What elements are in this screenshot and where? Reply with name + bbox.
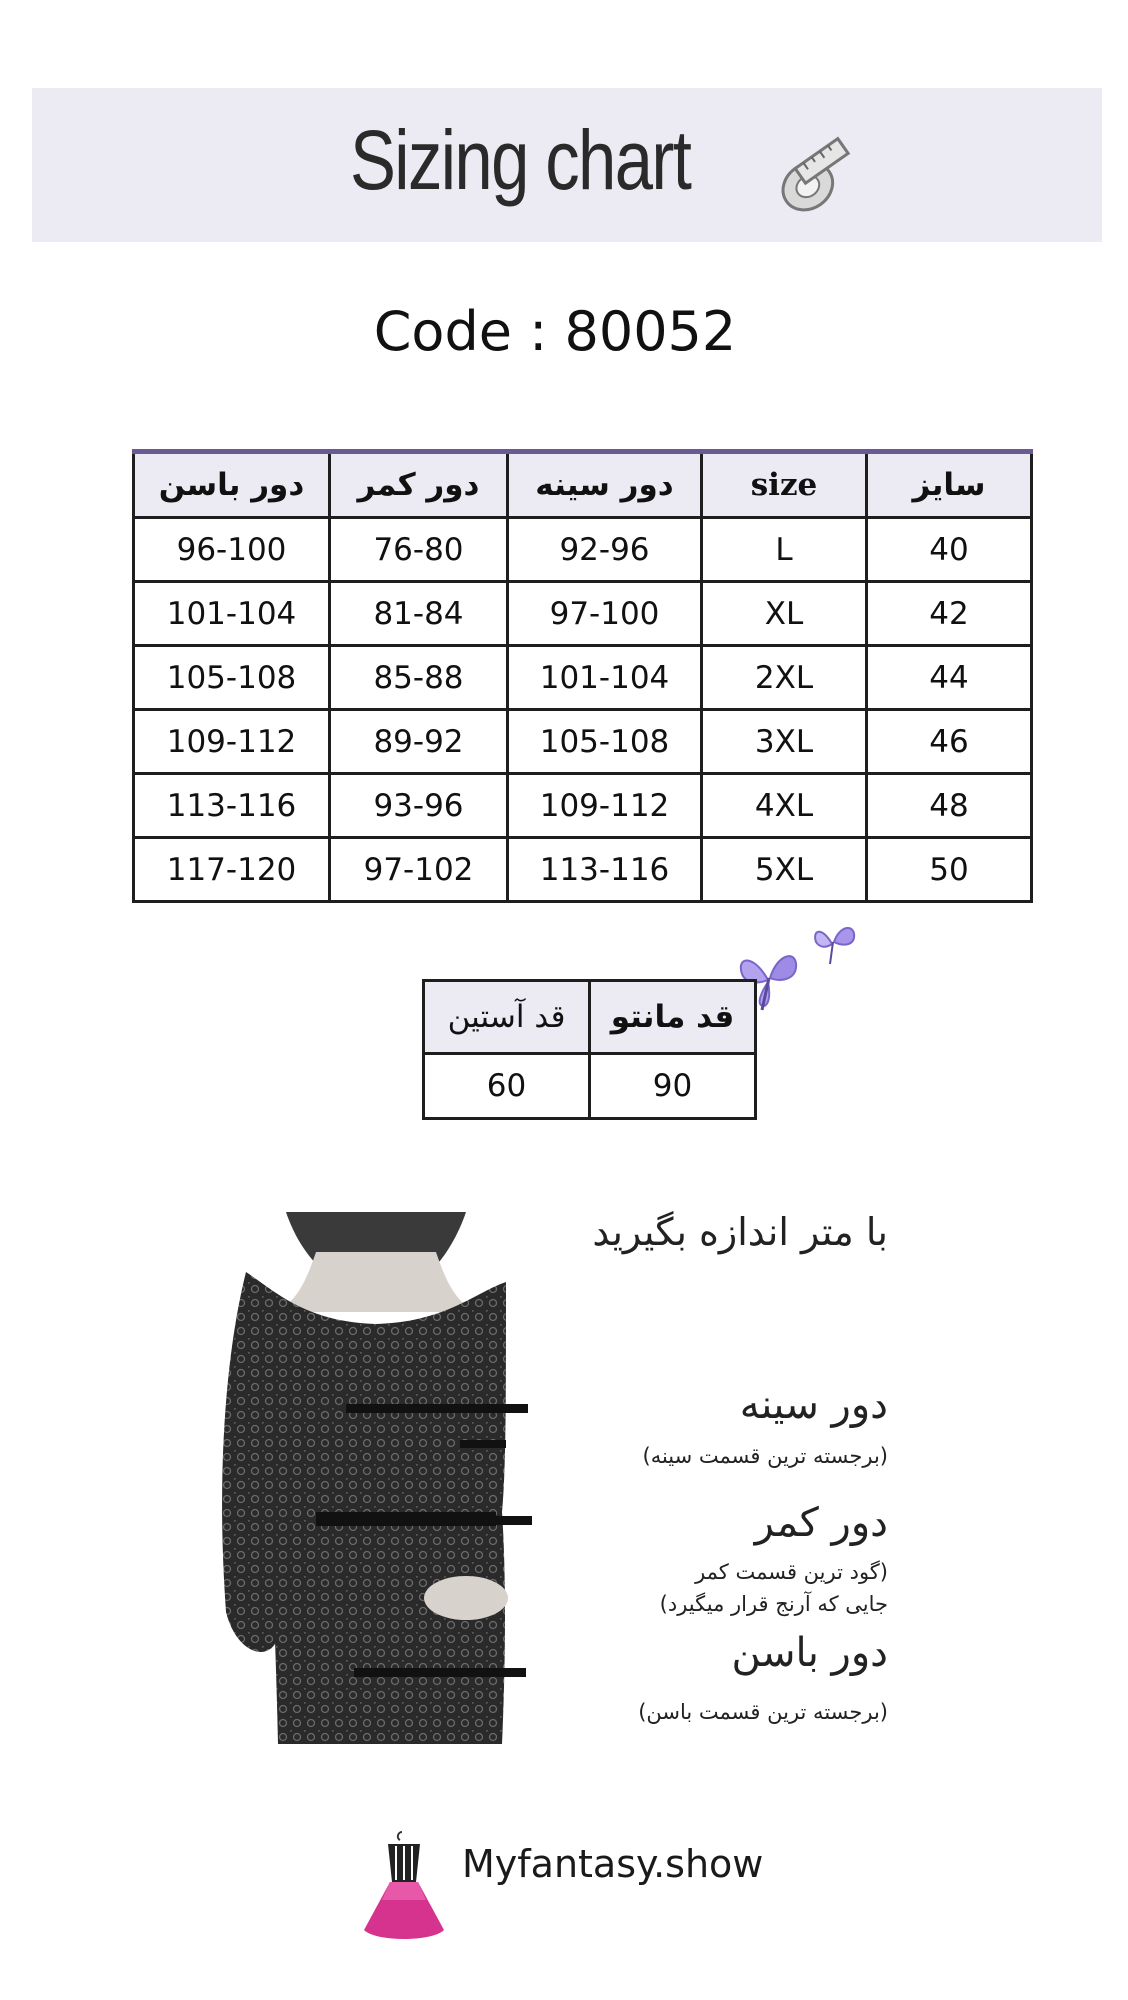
chest-title: دور سینه	[739, 1382, 888, 1428]
product-code: Code : 80052	[373, 300, 737, 363]
column-header: قد آستین	[424, 981, 590, 1054]
column-header: دور سینه	[508, 452, 702, 518]
table-cell: XL	[702, 582, 867, 646]
table-cell: 113-116	[508, 838, 702, 902]
column-header: دور کمر	[330, 452, 508, 518]
table-cell: 105-108	[134, 646, 330, 710]
table-row	[134, 582, 1032, 646]
table-cell: 92-96	[508, 518, 702, 582]
table-header-row	[424, 981, 756, 1054]
table-cell: 44	[867, 646, 1032, 710]
table-row	[134, 774, 1032, 838]
table-cell: 113-116	[134, 774, 330, 838]
table-cell: 2XL	[702, 646, 867, 710]
butterfly-icon	[810, 920, 858, 968]
table-cell: 109-112	[508, 774, 702, 838]
table-cell: 117-120	[134, 838, 330, 902]
chest-note: (برجسته ترین قسمت سینه)	[642, 1444, 888, 1468]
column-header: سایز	[867, 452, 1032, 518]
measuring-tape-icon	[762, 120, 862, 230]
table-row	[424, 1054, 756, 1119]
table-cell: 105-108	[508, 710, 702, 774]
table-cell: 42	[867, 582, 1032, 646]
table-cell: 101-104	[508, 646, 702, 710]
table-cell: 97-102	[330, 838, 508, 902]
column-header: دور باسن	[134, 452, 330, 518]
table-row	[134, 710, 1032, 774]
table-cell: 60	[424, 1054, 590, 1119]
dress-icon	[362, 1830, 446, 1944]
table-cell: 48	[867, 774, 1032, 838]
table-cell: 89-92	[330, 710, 508, 774]
table-cell: 46	[867, 710, 1032, 774]
table-cell: 81-84	[330, 582, 508, 646]
table-cell: 3XL	[702, 710, 867, 774]
table-cell: 40	[867, 518, 1032, 582]
table-cell: 50	[867, 838, 1032, 902]
table-header-row	[134, 452, 1032, 518]
table-row	[134, 838, 1032, 902]
site-name: Myfantasy.show	[462, 1842, 764, 1886]
hip-note: (برجسته ترین قسمت باسن)	[638, 1700, 888, 1724]
table-row	[134, 518, 1032, 582]
size-chart-table	[132, 449, 1033, 903]
table-cell: L	[702, 518, 867, 582]
hip-title: دور باسن	[731, 1630, 888, 1676]
model-photo	[206, 1212, 546, 1744]
table-cell: 97-100	[508, 582, 702, 646]
table-row	[134, 646, 1032, 710]
table-cell: 90	[590, 1054, 756, 1119]
table-cell: 93-96	[330, 774, 508, 838]
waist-note-line-1: (گود ترین قسمت کمر	[695, 1560, 888, 1584]
length-table	[422, 979, 757, 1120]
column-header: قد مانتو	[590, 981, 756, 1054]
table-cell: 109-112	[134, 710, 330, 774]
table-cell: 85-88	[330, 646, 508, 710]
measure-guide-heading: با متر اندازه بگیرید	[592, 1210, 888, 1254]
table-cell: 101-104	[134, 582, 330, 646]
column-header: size	[702, 452, 867, 518]
waist-title: دور کمر	[754, 1500, 888, 1546]
waist-note-line-2: جایی که آرنج قرار میگیرد)	[659, 1592, 888, 1616]
table-cell: 96-100	[134, 518, 330, 582]
page-title: Sizing chart	[350, 113, 691, 207]
table-cell: 5XL	[702, 838, 867, 902]
table-cell: 76-80	[330, 518, 508, 582]
table-cell: 4XL	[702, 774, 867, 838]
